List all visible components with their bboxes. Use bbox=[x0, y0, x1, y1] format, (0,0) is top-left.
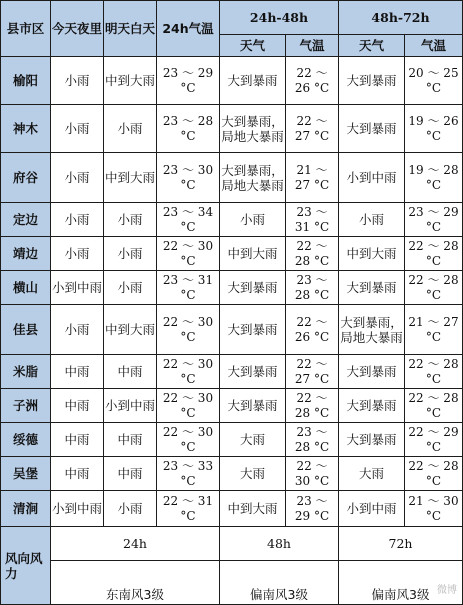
tonight-weather-cell: 小雨 bbox=[51, 305, 104, 355]
tomorrow-day-weather-cell: 中雨 bbox=[104, 457, 157, 491]
tomorrow-day-weather-cell: 小到中雨 bbox=[104, 389, 157, 423]
table-row bbox=[1, 355, 463, 389]
header-temp-48h: 气温 bbox=[286, 35, 339, 57]
temp-24h-cell: 22 ～ 31 °C bbox=[157, 491, 220, 527]
header-weather-48h: 天气 bbox=[220, 35, 286, 57]
temp-24h-cell: 23 ～ 28 °C bbox=[157, 105, 220, 153]
header-period-72h: 48h-72h bbox=[339, 1, 463, 35]
weather-72h-cell: 大到暴雨 bbox=[339, 57, 405, 105]
tomorrow-day-weather-cell: 小雨 bbox=[104, 237, 157, 271]
county-cell: 神木 bbox=[1, 105, 51, 153]
county-cell: 吴堡 bbox=[1, 457, 51, 491]
weather-72h-cell: 小雨 bbox=[339, 203, 405, 237]
tomorrow-day-weather-cell: 小雨 bbox=[104, 271, 157, 305]
tonight-weather-cell: 小到中雨 bbox=[51, 271, 104, 305]
watermark: 微博 bbox=[437, 581, 457, 596]
weather-48h-cell: 大到暴雨 bbox=[220, 271, 286, 305]
temp-24h-cell: 22 ～ 30 °C bbox=[157, 355, 220, 389]
weather-48h-cell: 大到暴雨，局地大暴雨 bbox=[220, 153, 286, 203]
weather-48h-cell: 大雨 bbox=[220, 457, 286, 491]
temp-72h-cell: 21 ～ 27 °C bbox=[405, 305, 463, 355]
table-row bbox=[1, 237, 463, 271]
temp-24h-cell: 22 ～ 30 °C bbox=[157, 389, 220, 423]
temp-72h-cell: 23 ～ 29 °C bbox=[405, 203, 463, 237]
weather-48h-cell: 中到大雨 bbox=[220, 237, 286, 271]
table-row bbox=[1, 57, 463, 105]
header-temp-72h: 气温 bbox=[405, 35, 463, 57]
temp-24h-cell: 23 ～ 29 °C bbox=[157, 57, 220, 105]
weather-72h-cell: 大到暴雨 bbox=[339, 355, 405, 389]
temp-48h-cell: 22 ～ 28 °C bbox=[286, 389, 339, 423]
tomorrow-day-weather-cell: 中到大雨 bbox=[104, 305, 157, 355]
county-cell: 佳县 bbox=[1, 305, 51, 355]
county-cell: 榆阳 bbox=[1, 57, 51, 105]
header-tonight: 今天夜里 bbox=[51, 1, 104, 57]
temp-72h-cell: 22 ～ 28 °C bbox=[405, 457, 463, 491]
weather-48h-cell: 大到暴雨 bbox=[220, 355, 286, 389]
table-row bbox=[1, 153, 463, 203]
tomorrow-day-weather-cell: 小雨 bbox=[104, 105, 157, 153]
county-cell: 横山 bbox=[1, 271, 51, 305]
temp-24h-cell: 23 ～ 33 °C bbox=[157, 457, 220, 491]
header-weather-72h: 天气 bbox=[339, 35, 405, 57]
header-row-main bbox=[1, 1, 463, 35]
weather-48h-cell: 大到暴雨 bbox=[220, 57, 286, 105]
temp-24h-cell: 23 ～ 30 °C bbox=[157, 153, 220, 203]
header-tomorrow-day: 明天白天 bbox=[104, 1, 157, 57]
county-cell: 子洲 bbox=[1, 389, 51, 423]
wind-label: 风向风力 bbox=[1, 527, 51, 605]
weather-72h-cell: 大到暴雨 bbox=[339, 271, 405, 305]
wind-value-72h: 偏南风3级 bbox=[339, 561, 463, 605]
tonight-weather-cell: 小雨 bbox=[51, 153, 104, 203]
weather-72h-cell: 大到暴雨 bbox=[339, 423, 405, 457]
county-cell: 清涧 bbox=[1, 491, 51, 527]
tomorrow-day-weather-cell: 中雨 bbox=[104, 355, 157, 389]
temp-24h-cell: 22 ～ 30 °C bbox=[157, 237, 220, 271]
tomorrow-day-weather-cell: 小雨 bbox=[104, 203, 157, 237]
temp-72h-cell: 22 ～ 28 °C bbox=[405, 355, 463, 389]
weather-48h-cell: 小雨 bbox=[220, 203, 286, 237]
temp-24h-cell: 22 ～ 30 °C bbox=[157, 305, 220, 355]
weather-48h-cell: 大到暴雨 bbox=[220, 305, 286, 355]
weather-48h-cell: 大雨 bbox=[220, 423, 286, 457]
county-cell: 定边 bbox=[1, 203, 51, 237]
weather-48h-cell: 大到暴雨 bbox=[220, 389, 286, 423]
temp-72h-cell: 22 ～ 28 °C bbox=[405, 389, 463, 423]
tonight-weather-cell: 小到中雨 bbox=[51, 491, 104, 527]
wind-header-row bbox=[1, 527, 463, 561]
temp-24h-cell: 23 ～ 34 °C bbox=[157, 203, 220, 237]
weather-72h-cell: 小到中雨 bbox=[339, 491, 405, 527]
temp-24h-cell: 23 ～ 31 °C bbox=[157, 271, 220, 305]
header-county: 县市区 bbox=[1, 1, 51, 57]
tonight-weather-cell: 小雨 bbox=[51, 237, 104, 271]
wind-value-24h: 东南风3级 bbox=[51, 561, 220, 605]
tonight-weather-cell: 中雨 bbox=[51, 457, 104, 491]
temp-48h-cell: 22 ～ 28 °C bbox=[286, 237, 339, 271]
temp-24h-cell: 22 ～ 30 °C bbox=[157, 423, 220, 457]
wind-value-48h: 偏南风3级 bbox=[220, 561, 339, 605]
temp-48h-cell: 22 ～ 26 °C bbox=[286, 305, 339, 355]
temp-48h-cell: 21 ～ 27 °C bbox=[286, 153, 339, 203]
header-period-48h: 24h-48h bbox=[220, 1, 339, 35]
temp-72h-cell: 22 ～ 28 °C bbox=[405, 271, 463, 305]
wind-period-24h: 24h bbox=[51, 527, 220, 561]
temp-72h-cell: 22 ～ 29 °C bbox=[405, 423, 463, 457]
tonight-weather-cell: 小雨 bbox=[51, 203, 104, 237]
temp-48h-cell: 23 ～ 28 °C bbox=[286, 423, 339, 457]
temp-48h-cell: 22 ～ 27 °C bbox=[286, 105, 339, 153]
tomorrow-day-weather-cell: 小雨 bbox=[104, 491, 157, 527]
table-row bbox=[1, 423, 463, 457]
table-row bbox=[1, 105, 463, 153]
county-cell: 绥德 bbox=[1, 423, 51, 457]
weather-72h-cell: 大雨 bbox=[339, 457, 405, 491]
temp-72h-cell: 22 ～ 28 °C bbox=[405, 237, 463, 271]
table-row bbox=[1, 305, 463, 355]
tonight-weather-cell: 中雨 bbox=[51, 355, 104, 389]
table-row bbox=[1, 457, 463, 491]
county-cell: 靖边 bbox=[1, 237, 51, 271]
tonight-weather-cell: 小雨 bbox=[51, 105, 104, 153]
temp-48h-cell: 23 ～ 31 °C bbox=[286, 203, 339, 237]
table-row bbox=[1, 271, 463, 305]
tonight-weather-cell: 中雨 bbox=[51, 423, 104, 457]
weather-72h-cell: 小到中雨 bbox=[339, 153, 405, 203]
table-row bbox=[1, 491, 463, 527]
weather-72h-cell: 中到大雨 bbox=[339, 237, 405, 271]
temp-48h-cell: 22 ～ 27 °C bbox=[286, 355, 339, 389]
weather-48h-cell: 中到大雨 bbox=[220, 491, 286, 527]
tonight-weather-cell: 小雨 bbox=[51, 57, 104, 105]
temp-72h-cell: 19 ～ 26 °C bbox=[405, 105, 463, 153]
temp-72h-cell: 19 ～ 28 °C bbox=[405, 153, 463, 203]
table-row bbox=[1, 203, 463, 237]
header-temp-24h: 24h气温 bbox=[157, 1, 220, 57]
weather-72h-cell: 大到暴雨，局地大暴雨 bbox=[339, 305, 405, 355]
county-cell: 米脂 bbox=[1, 355, 51, 389]
wind-period-72h: 72h bbox=[339, 527, 463, 561]
tomorrow-day-weather-cell: 中到大雨 bbox=[104, 57, 157, 105]
weather-48h-cell: 大到暴雨，局地大暴雨 bbox=[220, 105, 286, 153]
temp-48h-cell: 22 ～ 30 °C bbox=[286, 457, 339, 491]
tonight-weather-cell: 中雨 bbox=[51, 389, 104, 423]
tomorrow-day-weather-cell: 中到大雨 bbox=[104, 153, 157, 203]
temp-72h-cell: 20 ～ 25 °C bbox=[405, 57, 463, 105]
wind-period-48h: 48h bbox=[220, 527, 339, 561]
temp-48h-cell: 23 ～ 28 °C bbox=[286, 271, 339, 305]
temp-48h-cell: 22 ～ 26 °C bbox=[286, 57, 339, 105]
temp-48h-cell: 23 ～ 29 °C bbox=[286, 491, 339, 527]
weather-72h-cell: 大到暴雨 bbox=[339, 105, 405, 153]
wind-value-row bbox=[1, 561, 463, 605]
county-cell: 府谷 bbox=[1, 153, 51, 203]
weather-72h-cell: 大到暴雨 bbox=[339, 389, 405, 423]
table-row bbox=[1, 389, 463, 423]
tomorrow-day-weather-cell: 中雨 bbox=[104, 423, 157, 457]
temp-72h-cell: 21 ～ 30 °C bbox=[405, 491, 463, 527]
